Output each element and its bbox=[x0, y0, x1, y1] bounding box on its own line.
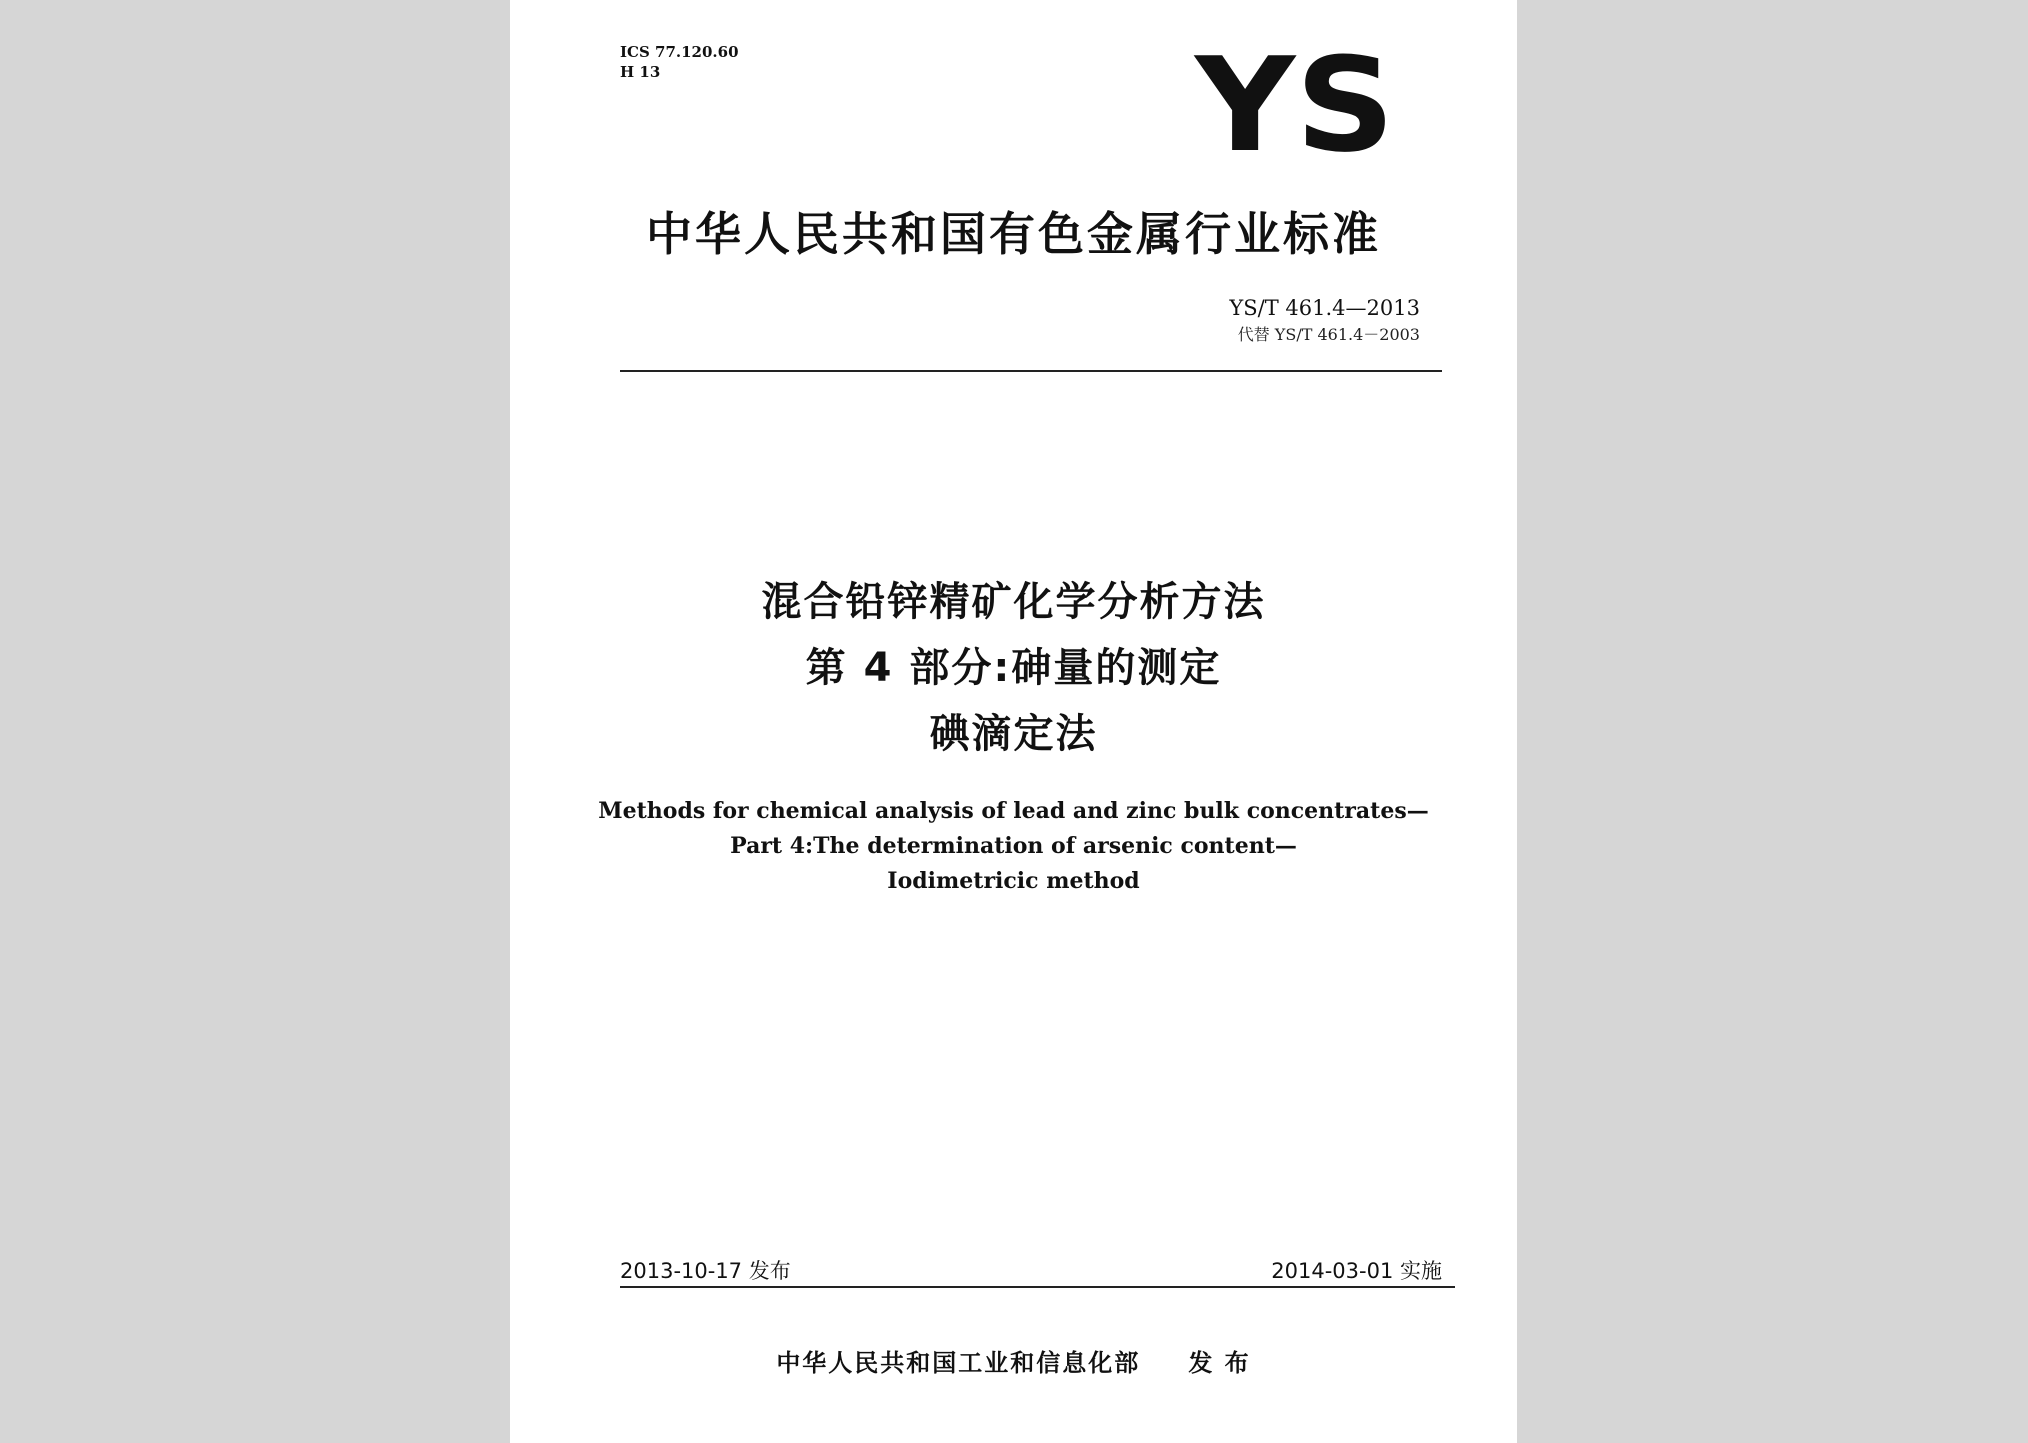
ys-logo-text: YS bbox=[1192, 42, 1395, 162]
ccs-code: H 13 bbox=[620, 63, 661, 81]
title-zh-line3: 碘滴定法 bbox=[929, 711, 1098, 757]
title-en-line1: Methods for chemical analysis of lead and zinc bulk concentrates— bbox=[598, 798, 1429, 824]
effective-date: 2014-03-01 实施 bbox=[1271, 1259, 1442, 1283]
footer-divider bbox=[620, 1286, 1455, 1288]
standard-category-title: 中华人民共和国有色金属行业标准 bbox=[646, 207, 1381, 261]
issuer-action: 发 布 bbox=[1188, 1349, 1251, 1377]
publish-date: 2013-10-17 发布 bbox=[620, 1259, 791, 1283]
classification-codes bbox=[620, 42, 739, 82]
title-zh-line2: 第 4 部分:砷量的测定 bbox=[805, 645, 1222, 691]
ics-code: ICS 77.120.60 bbox=[620, 43, 739, 61]
issuer-line bbox=[510, 1343, 1517, 1378]
title-en-line2: Part 4:The determination of arsenic content— bbox=[730, 833, 1297, 859]
ys-logo bbox=[1190, 42, 1400, 162]
issuer-name: 中华人民共和国工业和信息化部 bbox=[776, 1349, 1141, 1377]
title-zh-line1: 混合铅锌精矿化学分析方法 bbox=[761, 579, 1266, 625]
header-divider bbox=[620, 370, 1442, 372]
replaced-standard: 代替 YS/T 461.4－2003 bbox=[1237, 325, 1420, 344]
standard-cover-page bbox=[510, 0, 1517, 1443]
title-en-line3: Iodimetricic method bbox=[887, 868, 1140, 894]
standard-code: YS/T 461.4—2013 bbox=[1229, 296, 1420, 320]
